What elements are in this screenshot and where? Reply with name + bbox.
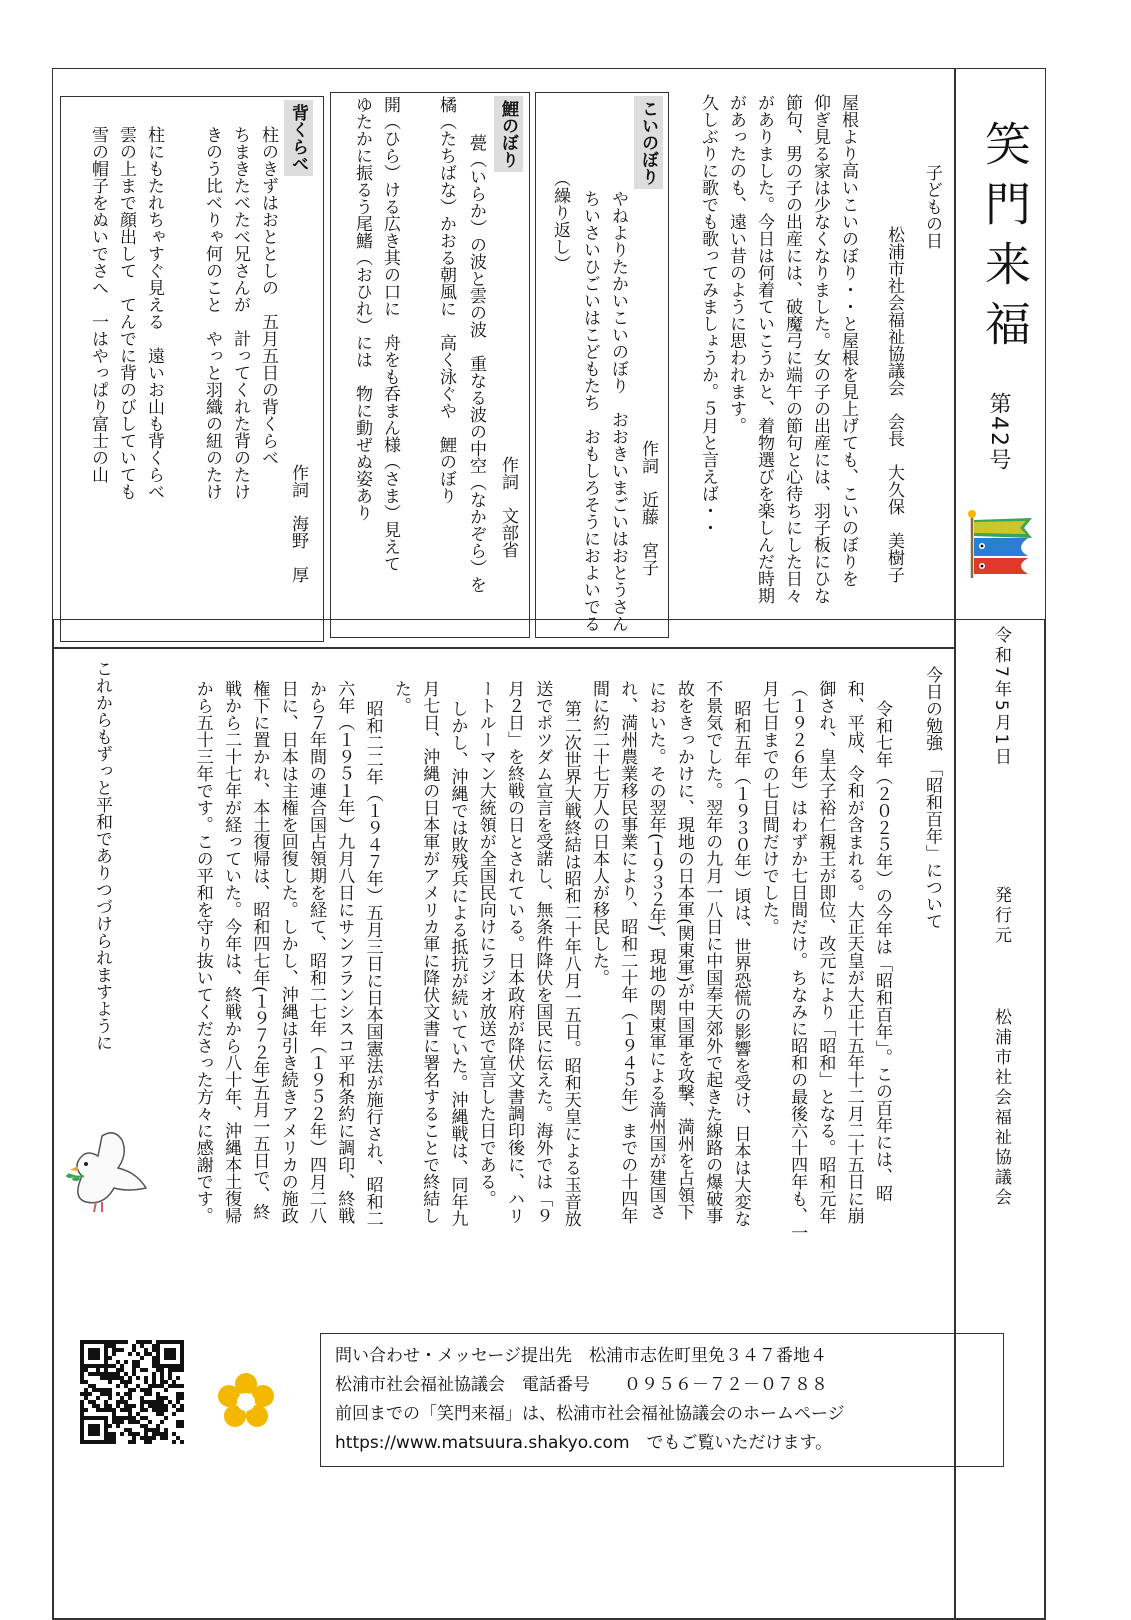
- contact-box: [320, 1333, 1004, 1467]
- article-line: 六年（１９５１年）九月八日にサンフランシスコ平和条約に調印、終戦: [334, 680, 355, 1224]
- article-line: 権下に置かれ、本土復帰は、昭和四七年(１９７２年)五月一五日で、終: [249, 680, 270, 1221]
- song-author: 作詞 文部省: [498, 456, 518, 558]
- article-line: 令和七年（２０２５年）の今年は「昭和百年」。この百年には、昭: [872, 700, 892, 1202]
- article-line: においた。その翌年(１９３２年)、現地の関東軍による満州国が建国さ: [645, 680, 666, 1221]
- contact-address: 問い合わせ・メッセージ提出先 松浦市志佐町里免３４７番地４: [335, 1346, 827, 1366]
- song-line: 柱のきずはおととしの 五月五日の背くらべ: [258, 126, 278, 466]
- contact-phone: 松浦市社会福祉協議会 電話番号 ０９５６－７２－０７８８: [335, 1375, 828, 1395]
- newsletter-title: 笑門来福: [978, 120, 1032, 360]
- song-line: やねよりたかいこいのぼり おおきいまごいはおとうさん: [608, 190, 628, 632]
- article-heading: 今日の勉強 「昭和百年」について: [922, 666, 942, 930]
- article-line: 久しぶりに歌でも歌ってみましょうか。５月と言えば・・: [698, 94, 718, 536]
- article-line: から五十三年です。この平和を守り抜いてくださった方々に感謝です。: [192, 680, 213, 1224]
- song-line: （繰り返し）: [550, 170, 570, 272]
- article-heading: 子どもの日: [922, 164, 942, 249]
- right-border: [1044, 620, 1046, 1620]
- song-line: 開（ひら）ける広き其の口に 舟をも呑まん様（さま）見えて: [380, 96, 400, 572]
- song-line: ちいさいひごいはこどもたち おもしろそうにおよいでる: [580, 190, 600, 632]
- song-line: 柱にもたれちゃすぐ見える 遠いお山も背くらべ: [144, 126, 164, 500]
- bottom-border: [52, 1618, 1046, 1620]
- song-line: 雪の帽子をぬいでさへ 一はやっぱり富士の山: [88, 126, 108, 483]
- article-line: 送でポツダム宣言を受諾し、無条件降伏を国民に伝えた。海外では「９: [532, 680, 553, 1224]
- song-line: 雲の上まで顔出して てんでに背のびしていても: [116, 126, 136, 500]
- article-line: た。: [390, 680, 411, 714]
- article-line: ートルーマン大統領が全国民向けにラジオ放送で宣言した日である。: [475, 680, 496, 1207]
- article-line: 第二次世界大戦終結は昭和二十年八月一五日。昭和天皇による玉音放: [560, 700, 581, 1227]
- article-byline: 松浦市社会福祉協議会 会長 大久保 美樹子: [884, 226, 904, 583]
- song-line: 橘（たちばな）かおる朝風に 高く泳ぐや 鯉のぼり: [436, 96, 456, 504]
- song-title: こいのぼり: [634, 96, 663, 189]
- koinobori-icon: [966, 508, 1038, 580]
- article-line: 戦から二十七年が経っていた。今年は、終戦から八十年、沖縄本土復帰: [221, 680, 242, 1224]
- dove-icon: [62, 1126, 154, 1226]
- article-line: 不景気でした。翌年の九月一八日に中国奉天郊外で起きた線路の爆破事: [702, 680, 723, 1224]
- contact-homepage-note: 前回までの「笑門来福」は、松浦市社会福祉協議会のホームページ: [335, 1404, 845, 1424]
- flower-icon: [214, 1370, 278, 1434]
- song-line: きのう比べりゃ何のこと やっと羽織の紐のたけ: [202, 126, 222, 500]
- article-line: 仰ぎ見る家は少なくなりました。女の子の出産には、羽子板にひな: [810, 94, 830, 604]
- left-border: [52, 620, 54, 1620]
- song-line: ゆたかに振るう尾鰭（おひれ）には 物に動ぜぬ姿あり: [352, 96, 372, 521]
- article-line: しかし、沖縄では敗残兵による抵抗が続いていた。沖縄戦は、同年九: [447, 700, 468, 1227]
- section-divider: [52, 647, 954, 649]
- article-line: 月七日、沖縄の日本軍がアメリカ軍に降伏文書に署名することで終結し: [419, 680, 440, 1224]
- article-line: 屋根より高いこいのぼり・・と屋根を見上げても、こいのぼりを: [838, 94, 858, 587]
- article-line: 和、平成、令和が含まれる。大正天皇が大正十五年十二月二十五日に崩: [843, 680, 864, 1224]
- article-line: 故をきっかけに、現地の日本軍(関東軍)が中国軍を攻撃、満州を占領下: [673, 680, 694, 1221]
- article-line: （１９２６年）はわずか七日間だけ。ちなみに昭和の最後六十四年も、一: [787, 680, 808, 1241]
- song-author: 作詞 海野 厚: [288, 464, 308, 583]
- song-line: 甍（いらか）の波と雲の波 重なる波の中空（なかぞら）を: [466, 134, 486, 593]
- qr-code-icon[interactable]: [80, 1340, 184, 1444]
- article-line: 昭和二二年（１９４７年）五月三日に日本国憲法が施行され、昭和二: [362, 700, 383, 1227]
- article-line: 御され、皇太子裕仁親王が即位、改元により「昭和」となる。昭和元年: [815, 680, 836, 1224]
- article-line: から７年間の連合国占領期を経て、昭和二七年（１９５２年）四月二八: [306, 680, 326, 1224]
- contact-url[interactable]: https://www.matsuura.shakyo.com でもご覧いただけます。: [335, 1433, 833, 1453]
- song-title: 背くらべ: [284, 100, 313, 176]
- article-line: 節句、男の子の出産には、破魔弓に端午の節句と心待ちにした日々: [782, 94, 802, 604]
- article-line: これからもずっと平和でありつづけられますように: [92, 660, 112, 1051]
- article-line: 日に、日本は主権を回復した。しかし、沖縄は引き続きアメリカの施政: [277, 680, 298, 1224]
- article-line: 間に約二十七万人の日本人が移民した。: [589, 680, 609, 986]
- song-author: 作詞 近藤 宮子: [638, 440, 658, 576]
- song-title: 鯉のぼり: [494, 96, 523, 172]
- article-line: がありました。今日は何着ていこうかと、着物選びを楽しんだ時期: [754, 94, 774, 604]
- article-line: 月七日までの七日間だけでした。: [758, 680, 779, 935]
- song-line: ちまきたべたべ兄さんが 計ってくれた背のたけ: [230, 126, 250, 500]
- issue-number: 第42号: [986, 392, 1011, 472]
- article-line: 昭和五年（１９３０年）頃は、世界恐慌の影響を受け、日本は大変な: [730, 700, 751, 1227]
- article-line: 月２日」を終戦の日とされている。日本政府が降伏文書調印後に、ハリ: [504, 680, 525, 1224]
- article-line: れ、満州農業移民事業により、昭和二十年（１９４５年）までの十四年: [617, 680, 638, 1224]
- publisher-name: 松浦市社会福祉協議会: [991, 1008, 1011, 1208]
- article-line: があったのも、遠い昔のように思われます。: [726, 94, 746, 434]
- issue-date: 令和7年5月1日: [991, 626, 1011, 768]
- publisher-label: 発行元: [991, 886, 1011, 946]
